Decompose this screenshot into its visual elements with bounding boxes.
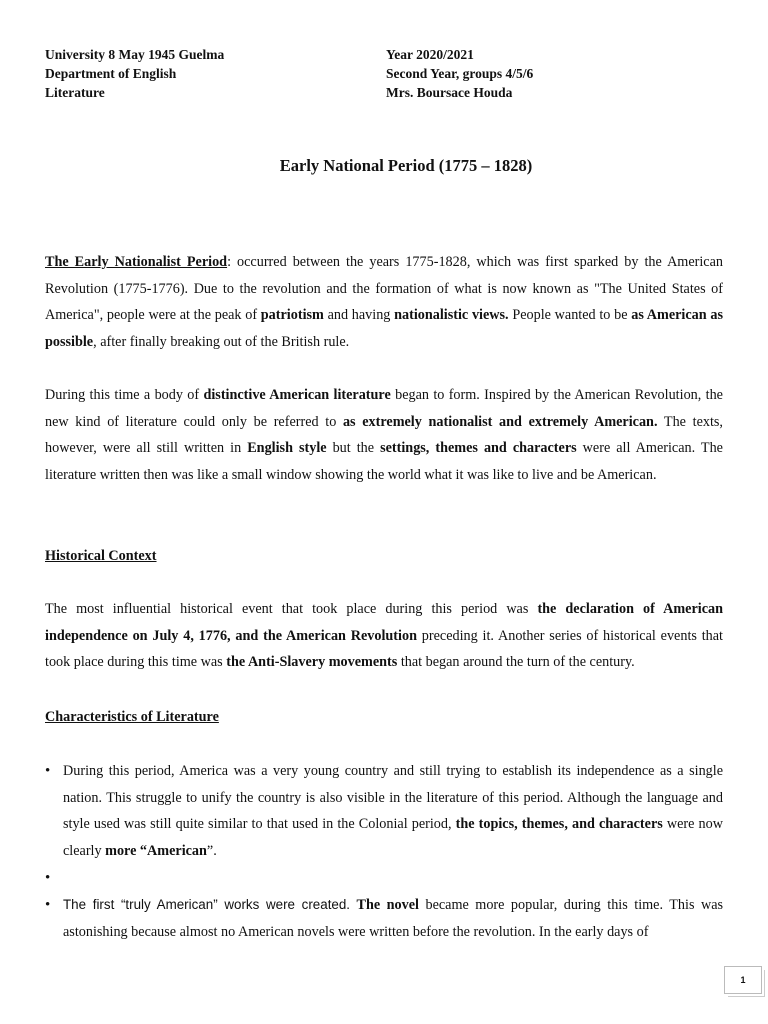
intro-term: The Early Nationalist Period: [45, 254, 228, 270]
intro-paragraph: The Early Nationalist Period: occurred between the years 1775-1828, which was first sparked by the American Revolution (1775-1776). Due to the revolution and the formation of what is now known as "The United States of America", people were at the peak of patriotism and having nationalistic views. People wanted to be as American as possible, after finally breaking out of the British rule.: [45, 254, 723, 351]
intro-section: [45, 249, 723, 356]
list-item: • During this period, America was a very young country and still trying to establish its independence as a single nation. This struggle to unify the country is also visible in the literature of this period. Although the language and style used was still quite similar to that used in the Colonial period, the topics, themes, and characters were now clearly more “American”.: [45, 758, 723, 865]
historical-section: [45, 596, 723, 676]
historical-paragraph: The most influential historical event that took place during this period was the declaration of American independence on July 4, 1776, and the American Revolution preceding it. Another series of historical events that took place during this time was the Anti-Slavery movements that began around the turn of the century.: [45, 601, 723, 671]
header-left: [45, 45, 224, 102]
characteristics-list: [45, 758, 723, 945]
bullet-list: [45, 758, 723, 945]
header-groups: Second Year, groups 4/5/6: [386, 66, 534, 81]
page-number: 1: [724, 966, 762, 994]
literature-paragraph: During this time a body of distinctive American literature began to form. Inspired by the American Revolution, the new kind of literature could only be referred to as extremely nationalist and extremely American. The texts, however, were all still written in English style but the settings, themes and characters were all American. The literature written then was like a small window showing the world what it was like to live and be American.: [45, 387, 723, 484]
header-subject: Literature: [45, 85, 105, 100]
characteristics-heading-block: [45, 704, 723, 731]
header-right: [386, 45, 533, 102]
list-item: • The first “truly American” works were created. The novel became more popular, during this time. This was astonishing because almost no American novels were written before the revolution. In the early days of: [45, 892, 723, 945]
header-year: Year 2020/2021: [386, 47, 474, 62]
historical-context-heading: Historical Context: [45, 548, 157, 564]
literature-section: [45, 382, 723, 489]
header-university: University 8 May 1945 Guelma: [45, 47, 225, 62]
historical-heading-block: [45, 543, 723, 570]
header-teacher: Mrs. Boursace Houda: [386, 85, 513, 100]
header-department: Department of English: [45, 66, 177, 81]
characteristics-heading: Characteristics of Literature: [45, 709, 219, 725]
list-item: [45, 865, 723, 892]
document-title: Early National Period (1775 – 1828): [279, 156, 533, 175]
